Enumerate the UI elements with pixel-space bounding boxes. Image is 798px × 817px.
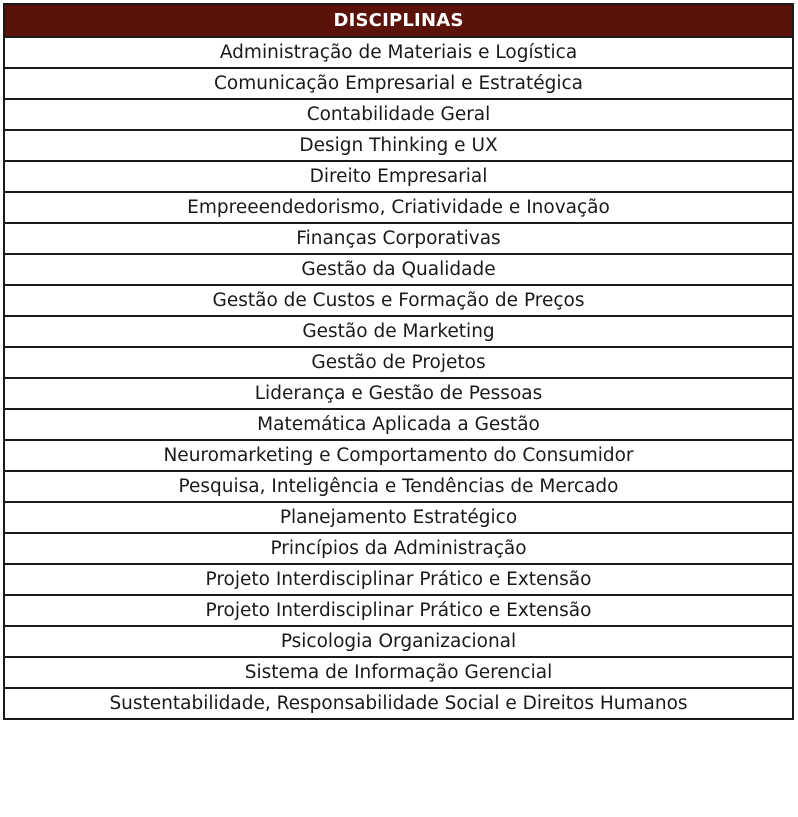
table-row xyxy=(4,99,793,130)
table-row xyxy=(4,595,793,626)
table-cell-disciplina: Empreeendedorismo, Criatividade e Inovação xyxy=(4,192,793,223)
table-row xyxy=(4,440,793,471)
table-row xyxy=(4,626,793,657)
table-cell-disciplina: Projeto Interdisciplinar Prático e Extensão xyxy=(4,595,793,626)
table-row xyxy=(4,285,793,316)
table-header-disciplinas: DISCIPLINAS xyxy=(4,4,793,37)
table-row xyxy=(4,254,793,285)
table-cell-disciplina: Gestão da Qualidade xyxy=(4,254,793,285)
table-cell-disciplina: Liderança e Gestão de Pessoas xyxy=(4,378,793,409)
table-cell-disciplina: Comunicação Empresarial e Estratégica xyxy=(4,68,793,99)
table-row xyxy=(4,192,793,223)
table-cell-disciplina: Pesquisa, Inteligência e Tendências de Mercado xyxy=(4,471,793,502)
table-row xyxy=(4,533,793,564)
table-cell-disciplina: Sistema de Informação Gerencial xyxy=(4,657,793,688)
table-header-row xyxy=(4,4,793,37)
disciplinas-table-container xyxy=(3,3,794,720)
table-row xyxy=(4,688,793,719)
table-cell-disciplina: Gestão de Marketing xyxy=(4,316,793,347)
table-cell-disciplina: Projeto Interdisciplinar Prático e Extensão xyxy=(4,564,793,595)
table-cell-disciplina: Matemática Aplicada a Gestão xyxy=(4,409,793,440)
table-cell-disciplina: Neuromarketing e Comportamento do Consumidor xyxy=(4,440,793,471)
table-row xyxy=(4,409,793,440)
table-cell-disciplina: Planejamento Estratégico xyxy=(4,502,793,533)
disciplinas-table xyxy=(3,3,794,720)
table-row xyxy=(4,130,793,161)
table-row xyxy=(4,657,793,688)
table-row xyxy=(4,161,793,192)
table-row xyxy=(4,316,793,347)
table-cell-disciplina: Administração de Materiais e Logística xyxy=(4,37,793,68)
table-cell-disciplina: Princípios da Administração xyxy=(4,533,793,564)
table-cell-disciplina: Finanças Corporativas xyxy=(4,223,793,254)
table-row xyxy=(4,68,793,99)
table-row xyxy=(4,471,793,502)
table-cell-disciplina: Gestão de Custos e Formação de Preços xyxy=(4,285,793,316)
table-cell-disciplina: Direito Empresarial xyxy=(4,161,793,192)
table-row xyxy=(4,564,793,595)
table-row xyxy=(4,347,793,378)
table-row xyxy=(4,502,793,533)
table-row xyxy=(4,378,793,409)
table-cell-disciplina: Psicologia Organizacional xyxy=(4,626,793,657)
table-cell-disciplina: Gestão de Projetos xyxy=(4,347,793,378)
table-cell-disciplina: Design Thinking e UX xyxy=(4,130,793,161)
table-cell-disciplina: Contabilidade Geral xyxy=(4,99,793,130)
table-row xyxy=(4,37,793,68)
table-row xyxy=(4,223,793,254)
table-cell-disciplina: Sustentabilidade, Responsabilidade Social e Direitos Humanos xyxy=(4,688,793,719)
